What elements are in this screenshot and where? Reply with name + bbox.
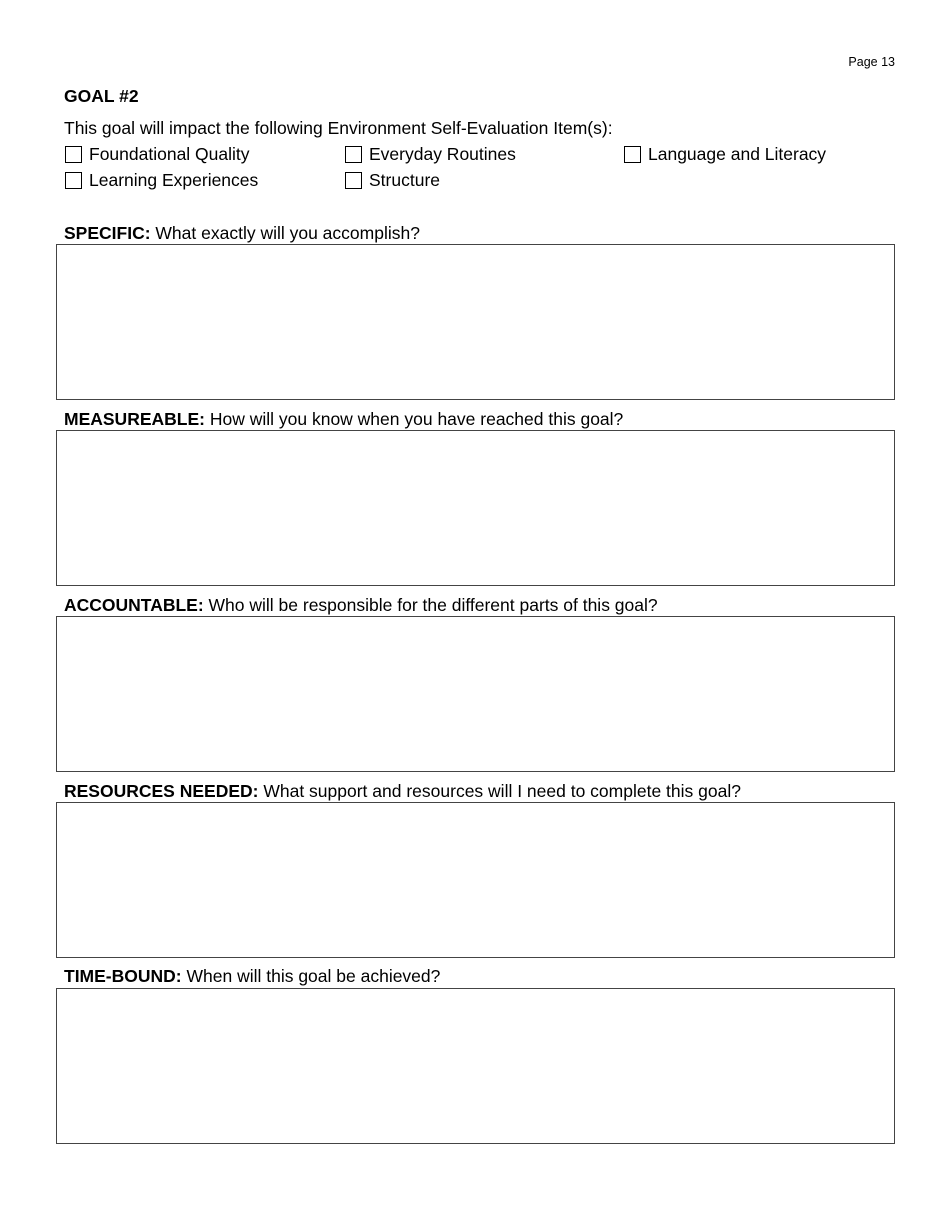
section-question: What support and resources will I need to complete this goal?	[258, 781, 741, 801]
checkbox-icon[interactable]	[65, 146, 82, 163]
checkbox-label: Structure	[369, 169, 440, 190]
measureable-answer-box[interactable]	[56, 430, 895, 586]
section-label-bold: SPECIFIC:	[64, 223, 151, 243]
checkbox-icon[interactable]	[345, 146, 362, 163]
section-label-bold: TIME-BOUND:	[64, 966, 182, 986]
checkbox-language-and-literacy[interactable]	[624, 143, 826, 165]
time-bound-answer-box[interactable]	[56, 988, 895, 1144]
section-label-bold: ACCOUNTABLE:	[64, 595, 204, 615]
section-question: Who will be responsible for the different parts of this goal?	[203, 595, 658, 615]
section-question: How will you know when you have reached this goal?	[204, 409, 624, 429]
checkbox-label: Everyday Routines	[369, 143, 516, 164]
checkbox-label: Language and Literacy	[648, 143, 827, 164]
specific-answer-box[interactable]	[56, 244, 895, 400]
checkbox-icon[interactable]	[65, 172, 82, 189]
specific-label	[64, 223, 420, 244]
checkbox-everyday-routines[interactable]	[345, 143, 516, 165]
resources-needed-answer-box[interactable]	[56, 802, 895, 958]
accountable-label	[64, 595, 658, 616]
accountable-answer-box[interactable]	[56, 616, 895, 772]
checkbox-foundational-quality[interactable]	[65, 143, 250, 165]
section-question: When will this goal be achieved?	[181, 966, 441, 986]
measureable-label	[64, 409, 623, 430]
section-label-bold: MEASUREABLE:	[64, 409, 205, 429]
checkbox-learning-experiences[interactable]	[65, 169, 258, 191]
resources-needed-label	[64, 781, 741, 802]
checkbox-icon[interactable]	[624, 146, 641, 163]
page-number: Page 13	[848, 55, 895, 69]
checkbox-label: Foundational Quality	[89, 143, 250, 164]
goal-title: GOAL #2	[64, 86, 139, 106]
checkbox-structure[interactable]	[345, 169, 440, 191]
goal-intro: This goal will impact the following Environment Self-Evaluation Item(s):	[64, 118, 613, 138]
time-bound-label	[64, 966, 440, 987]
checkbox-icon[interactable]	[345, 172, 362, 189]
checkbox-label: Learning Experiences	[89, 169, 259, 190]
section-question: What exactly will you accomplish?	[150, 223, 420, 243]
section-label-bold: RESOURCES NEEDED:	[64, 781, 259, 801]
